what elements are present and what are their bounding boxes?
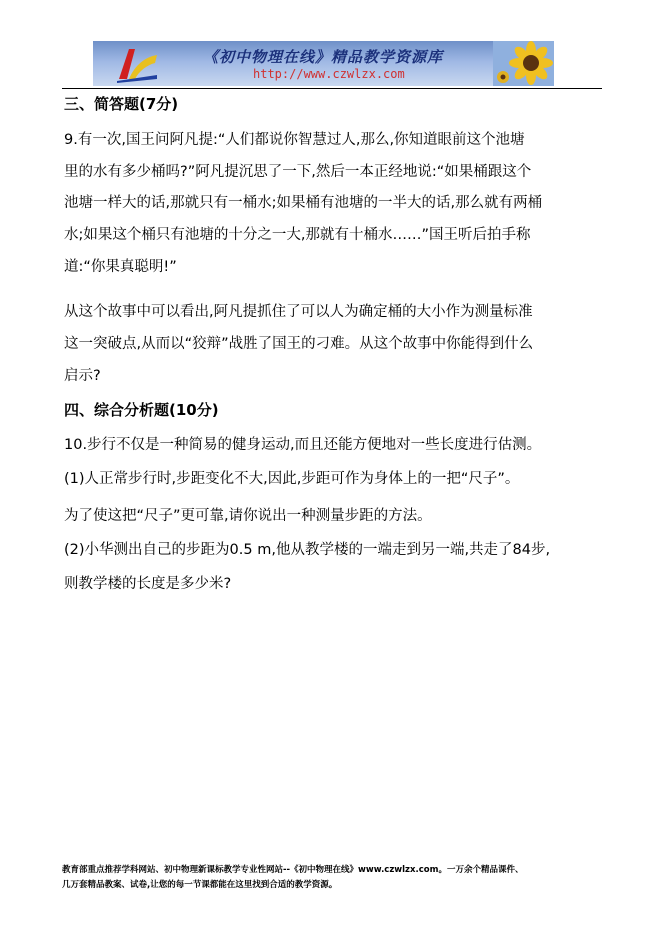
site-logo-icon [115,45,159,83]
q9-line-7: 这一突破点,从而以“狡辩”战胜了国王的刁难。从这个故事中你能得到什么 [64,336,534,352]
q9-line-4: 水;如果这个桶只有池塘的十分之一大,那就有十桶水……”国王听后拍手称 [64,227,531,243]
header-rule [62,88,602,89]
q9-line-8: 启示? [64,368,101,384]
page-footer [62,863,602,893]
q9-line-5: 道:“你果真聪明!” [64,259,177,275]
q9-line-3: 池塘一样大的话,那就只有一桶水;如果桶有池塘的一半大的话,那么就有两桶 [64,195,543,211]
header-banner [93,41,554,86]
section-heading-3: 三、简答题(7分) [64,95,179,113]
banner-title: 《初中物理在线》精品教学资源库 [203,48,444,66]
section-heading-4: 四、综合分析题(10分) [64,401,219,419]
q9-line-1: 9.有一次,国王问阿凡提:“人们都说你智慧过人,那么,你知道眼前这个池塘 [64,132,525,148]
q9-line-6: 从这个故事中可以看出,阿凡提抓住了可以人为确定桶的大小作为测量标准 [64,304,533,320]
q10-line-1: 10.步行不仅是一种简易的健身运动,而且还能方便地对一些长度进行估测。 [64,437,542,453]
q10-line-4: (2)小华测出自己的步距为0.5 m,他从教学楼的一端走到另一端,共走了84步, [64,542,551,558]
sunflower-icon [493,41,554,86]
banner-url[interactable]: http://www.czwlzx.com [253,67,405,81]
q10-line-2: (1)人正常步行时,步距变化不大,因此,步距可作为身体上的一把“尺子”。 [64,471,520,487]
q10-line-3: 为了使这把“尺子”更可靠,请你说出一种测量步距的方法。 [64,508,432,524]
q10-line-5: 则教学楼的长度是多少米? [64,576,232,592]
q9-line-2: 里的水有多少桶吗?”阿凡提沉思了一下,然后一本正经地说:“如果桶跟这个 [64,164,532,180]
footer-line-1: 教育部重点推荐学科网站、初中物理新课标教学专业性网站--《初中物理在线》www.czwlzx.com。一万余个精品课件、 [62,865,524,875]
footer-line-2: 几万套精品教案、试卷,让您的每一节课都能在这里找到合适的教学资源。 [62,880,338,890]
